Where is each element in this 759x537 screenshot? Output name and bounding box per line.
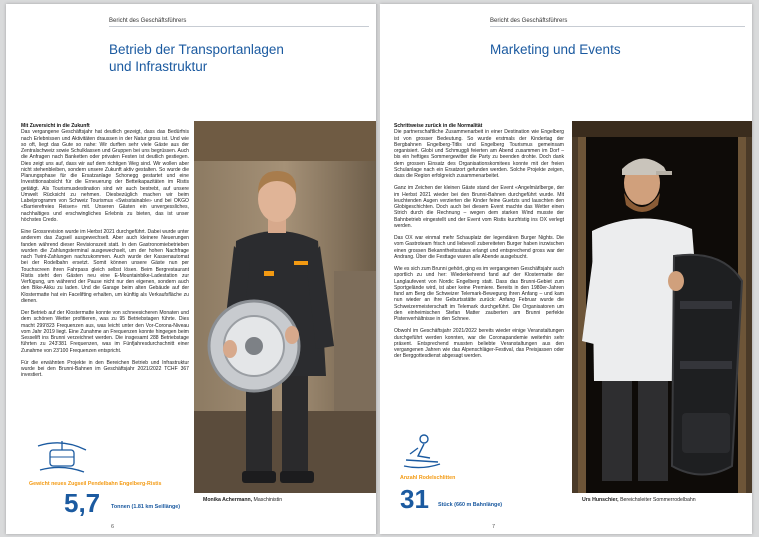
caption-role: Bereichsleiter Sommerrodelbahn: [618, 497, 696, 503]
photo-caption-right: [582, 497, 696, 503]
paragraph: Eine Grossrevision wurde im Herbst 2021 durchgeführt. Dabei wurde unter anderem das Zugseil ausgewechselt. Aber auch kleinere Neuerungen fanden während dieser Revisionszeit statt. In den Gastronomiebetrieben wurden die Zahlungsterminal ausgewechselt, um der hohen Nachfrage nach Twint-Zahlungen nachzukommen. Auch wurde der Kassenautomat bei der Rodelbahn ersetzt. Somit können unsere Gäste nun per Touchscreen ihren Fahrpass gleich selbst lösen. Beim Bergrestaurant Ristis steht den Gästen neu eine E-Mountainbike-Ladestation zur Verfügung, um während der Pause nicht nur den eigenen, sondern auch den Bike-Akku zu laden. Und die Garage beim alten Gebäude auf der Klostermatte hat ein Facelifting erhalten, um künftig als Verkaufsfläche zu dienen.: [21, 229, 189, 304]
kpi-unit-right: Stück (660 m Bahnlänge): [438, 502, 503, 508]
paragraph: Der Betrieb auf der Klostermatte konnte von schneesicheren Monaten und dem schönen Wetter profitieren, was zu 95 Betriebstagen führte. Dies macht 299'823 Frequenzen aus, was leicht unter den Vor-Corona-Niveau vom Jahr 2019 liegt. Eine Zunahme an Frequenzen konnte hingegen beim Sesselift ins Brunni verzeichnet werden. Die insgesamt 288 Betriebstage führten zu 243'381 Frequenzen, was im Fünfjahresdurchschnitt einer Zunahme von 23'100 Frequenzen entspricht.: [21, 310, 189, 354]
paragraph: Das vergangene Geschäftsjahr hat deutlich gezeigt, dass das Bedürfnis nach Erlebnissen und Aktivitäten draussen in der Natur gross ist. Und wie so oft, liegt das Gute so nahe: Wir durften sehr viele Gäste aus der Zentralschweiz sowie Schulklassen und Gruppen bei uns begrüssen. Auch die Anfragen nach Banketten oder privaten Festen ist deutlich gestiegen. Dies zeigt uns auf, dass wir auf dem richtigen Weg sind. Wir wollen aber nicht stehenbleiben, sondern unsere Zukunft aktiv gestalten. So wurde die Planungsphase für die Ersatzanlage Schonegg gestartet und eine Investitionsabsicht für die Erneuerung der Betteikapazitäten im Ristis getätigt. Als Tourismusdestination sind wir auch bestrebt, auf unsere Umwelt Rücksicht zu nehmen. Diesbezüglich machen wir beim Labelprogramm von Schweiz Tourismus «Swisstainable» und bei OKGO «Barrierefreies Reisen» mit. Unseren Gästen ein unvergessliches, nachhaltiges und erschwingliches Erlebnis zu bieten, das ist unser höchstes Credo.: [21, 129, 189, 223]
page-number-right: 7: [492, 524, 496, 530]
kpi-unit-left: Tonnen (1.81 km Seillänge): [111, 504, 181, 510]
kpi-label-right: Anzahl Rodelschlitten: [400, 475, 456, 481]
kpi-label-left: Gewicht neues Zugseil Pendelbahn Engelberg-Ristis: [29, 481, 162, 487]
photo-sled-manager: [572, 121, 752, 493]
paragraph: Das OX war einmal mehr Schauplatz der legendären Burger Nights. Die vom Gastroteam frisch und liebevoll zubereiteten Burger haben inzwischen einen grossen Bekanntheitsstatus erlangt und entsprechend gross war der Andrang. Über die Festtage waren alle Abende ausgebucht.: [394, 235, 564, 260]
paragraph: Ganz im Zeichen der kleinen Gäste stand der Event «Angelmärlberge, der im Herbst 2021 wieder bei den Brunni-Bahnen durchgeführt wurde. Mit leuchtenden Augen verzierten die Kinder feine Guetzis und lauschten den Globigeschichten. Doch auch bei diesem Event machte das Wetter einen Strich durch die Rechnung – wegen dem starken Wind musste der Bahnbetrieb eingestellt und der Event vom Ristis kurzfristig ins OX verlegt werden.: [394, 185, 564, 229]
body-text-right: [394, 123, 564, 360]
paragraph: Die partnerschaftliche Zusammenarbeit in einer Destination wie Engelberg ist von grosser Bedeutung. So wurde erstmals der Kindertag der Bergbahnen Engelberg-Titlis und Engelberg Tourismus gemeinsam organisiert. Globi und Schmuggli feierten am Abend zusammen im Dorf – bis ein heftiges Sommergewitter die Party zu beenden drohte. Doch dank dem grossen Einsatz des Organisationskomitees konnte mit der freien Schulanlage nach ein Ersatzort gefunden werden. Solche Projekte zeigen, dass die Region erfolgreich zusammenarbeitet.: [394, 129, 564, 179]
page-title-left: [109, 42, 284, 75]
right-page: [380, 4, 752, 534]
header-rule-right: [490, 26, 745, 27]
paragraph: Obwohl im Geschäftsjahr 2021/2022 bereits wieder einige Veranstaltungen durchgeführt werden konnten, war die Coronapandemie weiterhin sehr präsent. Entsprechend mussten beliebte Veranstaltungen aus den vergangenen Jahren wie das Alpenschläger-Festival, das Preisjassen oder der Berggottesdienst abgesagt werden.: [394, 328, 564, 360]
body-text-left: [21, 123, 189, 379]
page-title-line2: und Infrastruktur: [109, 58, 208, 74]
paragraph: Wie es sich zum Brunni gehört, ging es im vergangenen Geschäftsjahr auch sportlich zu und her: Wiederkehrend fand auf der Klostermatte der Langlaufevent von Nordic Engelberg statt. Dass das Brunni-Gebiet zum Sportgelände wird, ist aber keine Premiere. Bereits in den 1980er-Jahren fand am Berg die Schweizer Telemark-Bewegung ihren Anfang – und kam nun wieder an ihre Geburtsstätte zurück: Anfang Februar wurde die Schweizermeisterschaft im Telemark durchgeführt. Die Organisatoren um den einheimischen Stefan Matter zauberten am Brunni perfekte Pistenverhältnisse in den Schnee.: [394, 266, 564, 322]
section-heading-right: Schrittweise zurück in die Normalität: [394, 123, 483, 129]
kpi-value-right: 31: [400, 484, 429, 514]
sled-manager-photo-illustration: [572, 121, 752, 493]
running-head-right: Bericht des Geschäftsführers: [490, 18, 568, 24]
caption-role: Maschinistin: [252, 497, 283, 503]
left-page: [6, 4, 376, 534]
page-title-right: Marketing und Events: [490, 42, 621, 57]
header-rule-left: [109, 26, 369, 27]
page-number-left: 6: [111, 524, 115, 530]
running-head-left: Bericht des Geschäftsführers: [109, 18, 187, 24]
kpi-value-left: 5,7: [64, 488, 101, 518]
paragraph: Für die erwähnten Projekte in den Bereichen Betrieb und Infrastruktur wurde bei den Brunni-Bahnen im Geschäftsjahr 2021/2022 TCHF 367 investiert.: [21, 359, 189, 379]
photo-machinist: [194, 121, 376, 493]
page-title-line1: Betrieb der Transportanlagen: [109, 42, 284, 57]
sled-icon: [400, 432, 444, 477]
caption-name: Urs Hunschier,: [582, 497, 619, 503]
photo-caption-left: [203, 497, 282, 503]
machinist-photo-illustration: [194, 121, 376, 493]
cable-car-icon: [36, 436, 88, 479]
caption-name: Monika Achermann,: [203, 497, 253, 503]
section-heading-left: Mit Zuversicht in die Zukunft: [21, 123, 90, 129]
